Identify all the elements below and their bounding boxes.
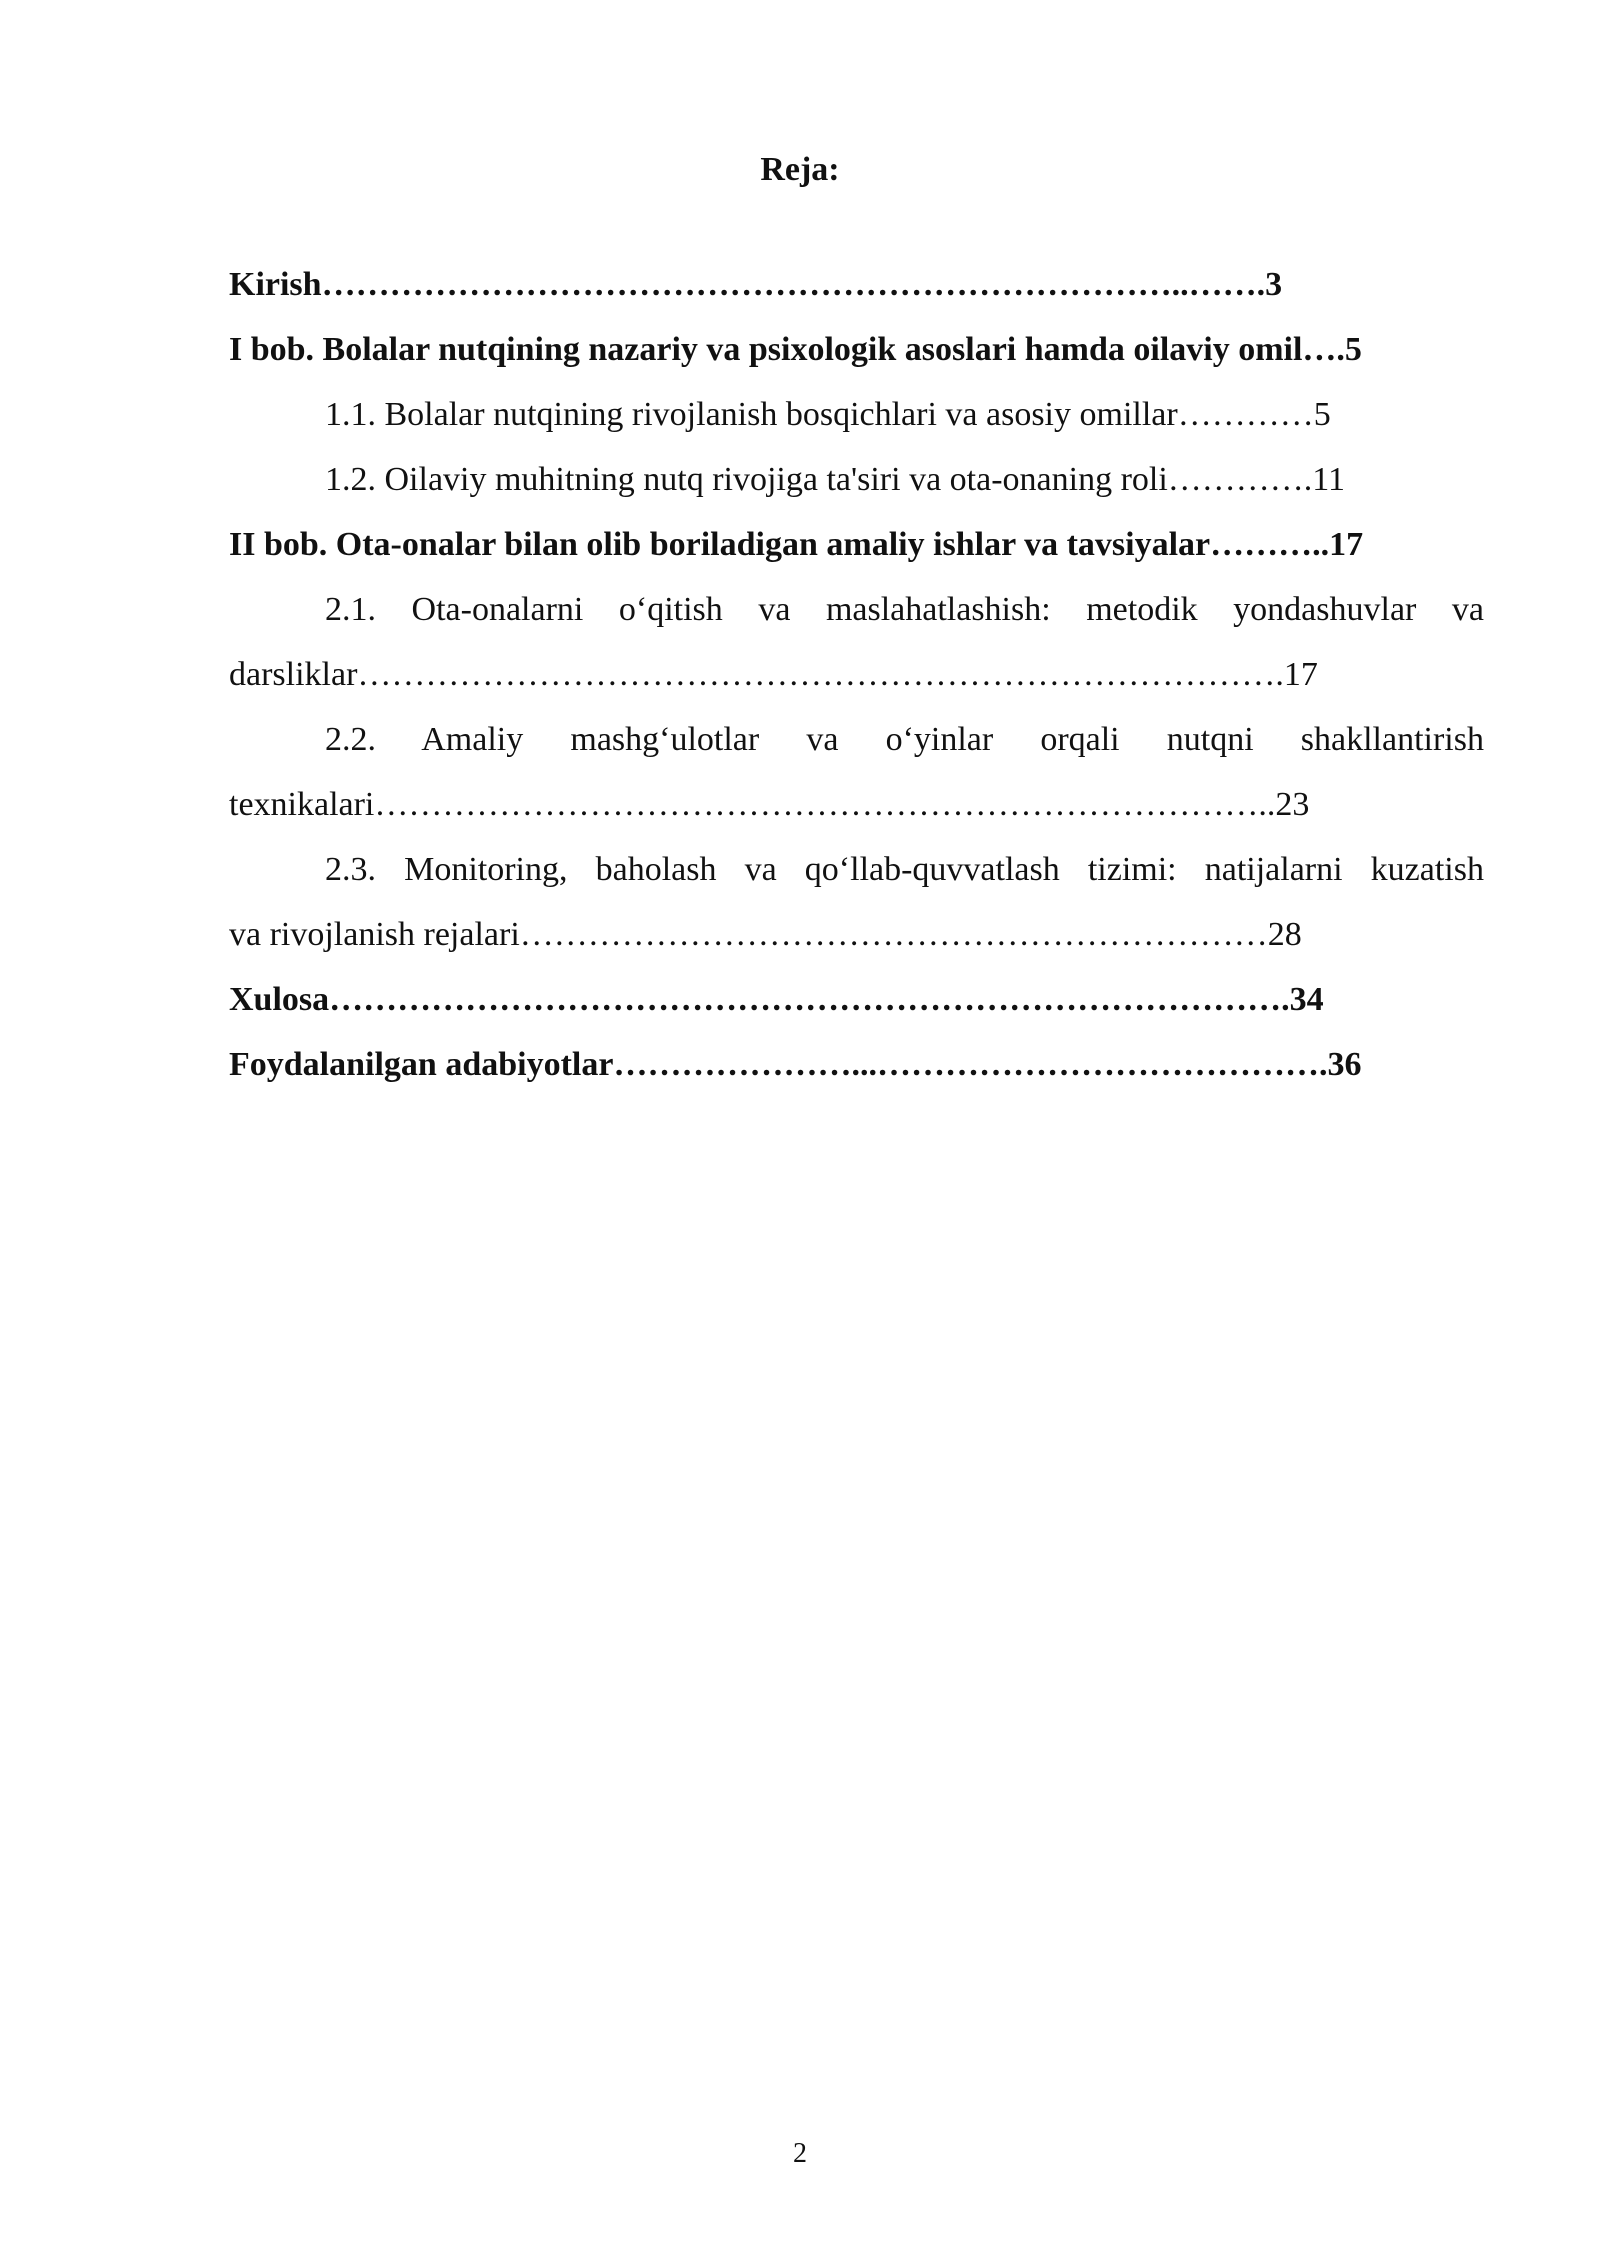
toc-entry-section-2-3-line-2: va rivojlanish rejalari…………………………………………………………28: [229, 916, 1302, 953]
page-number: 2: [793, 2138, 807, 2169]
toc-entry-section-2-1-line-2: darsliklar……………………………………………………………………….17: [229, 656, 1318, 693]
toc-entry-section-2-3-line-1: 2.3. Monitoring, baholash va qo‘llab-quvvatlash tizimi: natijalarni kuzatish: [325, 851, 1484, 888]
toc-entry-section-1-1: 1.1. Bolalar nutqining rivojlanish bosqichlari va asosiy omillar…………5: [325, 396, 1331, 433]
table-of-contents: [229, 252, 1484, 1097]
page-title: Reja:: [760, 151, 840, 188]
toc-entry-chapter-1: I bob. Bolalar nutqining nazariy va psixologik asoslari hamda oilaviy omil….5: [229, 331, 1362, 368]
toc-entry-section-2-2-line-2: texnikalari……………………………………………………………………..23: [229, 786, 1310, 823]
toc-entry-kirish: Kirish…………………………………………………………………..…….3: [229, 266, 1283, 303]
toc-entry-section-1-2: 1.2. Oilaviy muhitning nutq rivojiga ta'siri va ota-onaning roli………….11: [325, 461, 1346, 498]
toc-entry-section-2-2-line-1: 2.2. Amaliy mashg‘ulotlar va o‘yinlar orqali nutqni shakllantirish: [325, 721, 1484, 758]
toc-entry-xulosa: Xulosa………………………………………………………………………….34: [229, 981, 1324, 1018]
toc-entry-section-2-1-line-1: 2.1. Ota-onalarni o‘qitish va maslahatlashish: metodik yondashuvlar va: [325, 591, 1484, 628]
toc-entry-chapter-2: II bob. Ota-onalar bilan olib boriladigan amaliy ishlar va tavsiyalar………..17: [229, 526, 1364, 563]
toc-entry-adabiyotlar: Foydalanilgan adabiyotlar…………………...………………………………….36: [229, 1046, 1362, 1083]
